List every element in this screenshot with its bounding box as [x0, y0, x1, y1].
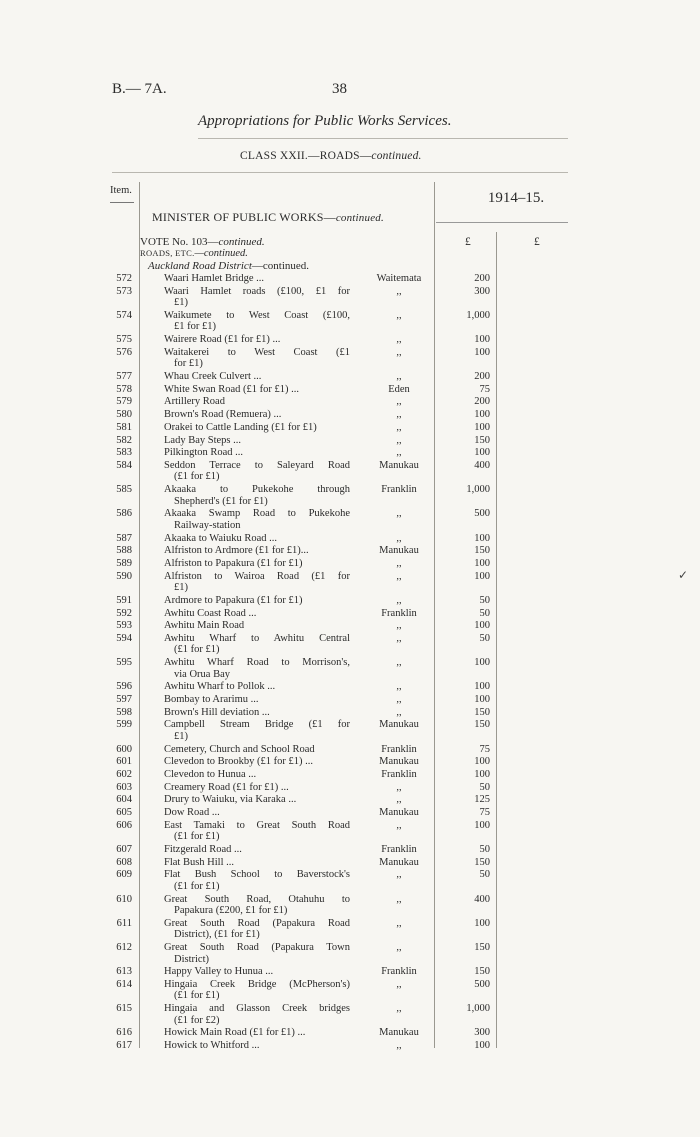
- item-number: 581: [116, 421, 132, 433]
- item-description: [164, 533, 350, 545]
- description-continuation: District), (£1 for £1): [174, 929, 260, 941]
- item-description: [164, 657, 350, 680]
- item-description: [164, 719, 350, 742]
- description-continuation: (£1 for £2): [174, 1014, 220, 1026]
- description-line: East Tamaki to Great South Road: [164, 819, 350, 831]
- item-description: [164, 857, 350, 869]
- item-number: 597: [116, 694, 132, 705]
- description-line: Dow Road ...: [164, 807, 220, 819]
- amount: 1,000: [466, 1003, 490, 1015]
- item-description: [164, 681, 350, 693]
- item-number: 611: [116, 917, 132, 929]
- electoral-district: Franklin: [381, 769, 417, 780]
- description-line: Great South Road (Papakura Road: [164, 917, 350, 929]
- amount: 1,000: [466, 484, 490, 496]
- amount: 500: [474, 978, 490, 990]
- amount: 150: [474, 719, 490, 731]
- description-line: Awhitu Coast Road ...: [164, 607, 257, 619]
- electoral-district: ,,: [396, 1040, 402, 1051]
- class-heading: [240, 150, 422, 162]
- amount: 75: [479, 807, 490, 819]
- item-description: [164, 447, 350, 459]
- item-description: [164, 608, 350, 620]
- amount: 100: [474, 557, 490, 569]
- electoral-district: ,,: [396, 409, 402, 421]
- minister-heading: [152, 210, 384, 225]
- electoral-district: ,,: [396, 794, 402, 806]
- amount: 100: [474, 917, 490, 929]
- amount: 125: [474, 794, 490, 806]
- electoral-district: ,,: [396, 309, 402, 321]
- item-number: 600: [116, 743, 132, 755]
- vote-heading-cont: continued.: [218, 236, 265, 248]
- electoral-district: Franklin: [381, 966, 417, 978]
- item-description: [164, 558, 350, 570]
- electoral-district: ,,: [396, 396, 402, 408]
- amount: 50: [479, 594, 490, 606]
- item-description: [164, 396, 350, 408]
- item-description: [164, 807, 350, 819]
- item-number: 573: [116, 285, 132, 297]
- item-number: 604: [116, 794, 132, 806]
- amount: 75: [479, 743, 490, 755]
- electoral-district: ,,: [396, 532, 402, 544]
- item-description: [164, 942, 350, 965]
- description-line: Brown's Hill deviation ...: [164, 706, 270, 718]
- electoral-district: ,,: [396, 421, 402, 433]
- amount: 100: [474, 447, 490, 459]
- item-description: [164, 966, 350, 978]
- item-description: [164, 460, 350, 483]
- amount: 100: [474, 334, 490, 346]
- description-line: Fitzgerald Road ...: [164, 844, 242, 855]
- description-line: Whau Creek Culvert ...: [164, 371, 262, 382]
- item-description: [164, 633, 350, 656]
- electoral-district: Manukau: [379, 856, 419, 868]
- description-line: Awhitu Main Road: [164, 620, 245, 632]
- item-description: [164, 484, 350, 507]
- item-number: 584: [116, 459, 132, 471]
- electoral-district: Manukau: [379, 1027, 419, 1039]
- electoral-district: Manukau: [379, 545, 419, 557]
- item-description: [164, 545, 350, 557]
- item-description: [164, 347, 350, 370]
- item-number: 578: [116, 383, 132, 395]
- description-line: Hingaia and Glasson Creek bridges: [164, 1003, 350, 1015]
- roads-subheading-main: ROADS, ETC.: [140, 248, 195, 258]
- description-line: Lady Bay Steps ...: [164, 434, 241, 446]
- item-description: [164, 844, 350, 856]
- electoral-district: ,,: [396, 819, 402, 831]
- amount: 100: [474, 421, 490, 433]
- electoral-district: ,,: [396, 371, 402, 382]
- item-description: [164, 820, 350, 843]
- electoral-district: ,,: [396, 681, 402, 693]
- description-line: Hingaia Creek Bridge (McPherson's): [164, 978, 350, 990]
- description-line: Ardmore to Papakura (£1 for £1): [164, 594, 303, 606]
- electoral-district: Eden: [388, 383, 410, 395]
- electoral-district: ,,: [396, 694, 402, 705]
- title-rule: [198, 138, 568, 139]
- description-continuation: £1): [174, 582, 188, 594]
- page-number: 38: [332, 81, 347, 97]
- item-number: 579: [116, 396, 132, 408]
- amount: 100: [474, 532, 490, 544]
- electoral-district: Manukau: [379, 459, 419, 471]
- item-description: [164, 782, 350, 794]
- description-line: Seddon Terrace to Saleyard Road: [164, 459, 350, 471]
- item-description: [164, 595, 350, 607]
- electoral-district: Franklin: [381, 844, 417, 855]
- amount: 75: [479, 383, 490, 395]
- amount: 50: [479, 869, 490, 881]
- electoral-district: ,,: [396, 334, 402, 346]
- item-description: [164, 422, 350, 434]
- item-description: [164, 371, 350, 383]
- amount: 400: [474, 459, 490, 471]
- electoral-district: ,,: [396, 508, 402, 520]
- description-line: Alfriston to Papakura (£1 for £1): [164, 557, 303, 569]
- amount: 100: [474, 694, 490, 705]
- document-code: B.— 7A.: [112, 81, 167, 97]
- electoral-district: ,,: [396, 893, 402, 905]
- amount: 50: [479, 632, 490, 644]
- item-description: [164, 979, 350, 1002]
- electoral-district: ,,: [396, 557, 402, 569]
- description-line: Waari Hamlet roads (£100, £1 for: [164, 285, 350, 297]
- item-description: [164, 508, 350, 531]
- item-description: [164, 694, 350, 706]
- electoral-district: Manukau: [379, 807, 419, 819]
- item-number: 602: [116, 769, 132, 780]
- description-continuation: via Orua Bay: [174, 668, 230, 680]
- amount: 50: [479, 781, 490, 793]
- item-description: [164, 334, 350, 346]
- year-header-rule: [436, 222, 568, 223]
- description-continuation: Railway-station: [174, 519, 241, 531]
- amount: 1,000: [466, 309, 490, 321]
- item-number: 608: [116, 856, 132, 868]
- amount: 100: [474, 346, 490, 358]
- item-description: [164, 310, 350, 333]
- minister-heading-cont: continued.: [335, 212, 384, 224]
- description-line: Great South Road (Papakura Town: [164, 942, 350, 953]
- roads-subheading: [140, 248, 248, 259]
- item-column-rule: [139, 182, 140, 1048]
- amount: 300: [474, 1027, 490, 1039]
- description-continuation: £1): [174, 297, 188, 309]
- description-continuation: (£1 for £1): [174, 880, 220, 892]
- item-description: [164, 869, 350, 892]
- item-number: 598: [116, 706, 132, 718]
- district-cont: —continued.: [251, 260, 310, 272]
- item-number: 617: [116, 1040, 132, 1051]
- item-number: 588: [116, 545, 132, 557]
- roads-subheading-cont: —continued.: [194, 248, 248, 259]
- electoral-district: ,,: [396, 869, 402, 881]
- amount: 100: [474, 409, 490, 421]
- amount: 400: [474, 893, 490, 905]
- class-heading-main: CLASS XXII.—ROADS—: [240, 150, 372, 162]
- item-number: 572: [116, 273, 132, 284]
- class-rule: [112, 172, 568, 173]
- amount: 100: [474, 570, 490, 582]
- amount: 150: [474, 545, 490, 557]
- item-number: 607: [116, 844, 132, 855]
- year-column-header: 1914–15.: [487, 190, 545, 206]
- item-number: 614: [116, 978, 132, 990]
- amount: 100: [474, 819, 490, 831]
- item-description: [164, 384, 350, 396]
- description-continuation: (£1 for £1): [174, 990, 220, 1002]
- amount: 100: [474, 620, 490, 632]
- item-number: 606: [116, 819, 132, 831]
- description-line: Akaaka Swamp Road to Pukekohe: [164, 508, 350, 520]
- item-description: [164, 273, 350, 285]
- item-number: 601: [116, 756, 132, 768]
- description-line: Drury to Waiuku, via Karaka ...: [164, 794, 297, 806]
- item-number: 595: [116, 657, 132, 669]
- amount-column-rule: [434, 182, 435, 1048]
- description-continuation: for £1): [174, 358, 203, 370]
- description-line: Waari Hamlet Bridge ...: [164, 273, 265, 284]
- description-continuation: £1 for £1): [174, 321, 216, 333]
- item-number: 589: [116, 557, 132, 569]
- description-line: Artillery Road: [164, 396, 225, 408]
- item-number: 594: [116, 632, 132, 644]
- amount: 100: [474, 756, 490, 768]
- item-number: 591: [116, 594, 132, 606]
- description-continuation: District): [174, 953, 209, 965]
- item-number: 596: [116, 681, 132, 693]
- item-number: 605: [116, 807, 132, 819]
- amount: 200: [474, 273, 490, 284]
- amount: 150: [474, 706, 490, 718]
- amount: 300: [474, 285, 490, 297]
- electoral-district: ,,: [396, 594, 402, 606]
- description-line: Wairere Road (£1 for £1) ...: [164, 334, 281, 346]
- description-line: Brown's Road (Remuera) ...: [164, 409, 282, 421]
- item-number: 587: [116, 532, 132, 544]
- description-line: Cemetery, Church and School Road: [164, 743, 315, 755]
- description-line: Howick to Whitford ...: [164, 1040, 260, 1051]
- electoral-district: Waitemata: [376, 273, 422, 284]
- item-number: 574: [116, 309, 132, 321]
- electoral-district: ,,: [396, 706, 402, 718]
- page-title: Appropriations for Public Works Services.: [198, 113, 452, 129]
- amount: 50: [479, 607, 490, 619]
- description-line: Waitakerei to West Coast (£1: [164, 346, 350, 358]
- description-line: Alfriston to Wairoa Road (£1 for: [164, 570, 350, 582]
- electoral-district: Manukau: [379, 756, 419, 768]
- item-description: [164, 1027, 350, 1039]
- amount: 200: [474, 396, 490, 408]
- electoral-district: ,,: [396, 978, 402, 990]
- amount: 150: [474, 966, 490, 978]
- item-description: [164, 286, 350, 309]
- description-line: Awhitu Wharf Road to Morrison's,: [164, 657, 350, 669]
- description-continuation: Shepherd's (£1 for £1): [174, 495, 268, 507]
- item-description: [164, 756, 350, 768]
- electoral-district: Franklin: [381, 607, 417, 619]
- item-header-rule: [110, 202, 134, 203]
- description-line: Bombay to Ararimu ...: [164, 694, 259, 705]
- district-name: Auckland Road District: [148, 260, 252, 272]
- electoral-district: ,,: [396, 781, 402, 793]
- item-description: [164, 918, 350, 941]
- vote-heading-main: VOTE No. 103—: [140, 236, 219, 248]
- item-description: [164, 409, 350, 421]
- margin-tick-mark: ✓: [678, 568, 689, 582]
- item-number: 583: [116, 447, 132, 459]
- description-line: Flat Bush Hill ...: [164, 856, 235, 868]
- description-line: Waikumete to West Coast (£100,: [164, 309, 350, 321]
- item-number: 603: [116, 781, 132, 793]
- description-line: Pilkington Road ...: [164, 447, 244, 459]
- description-line: Awhitu Wharf to Awhitu Central: [164, 632, 350, 644]
- item-description: [164, 794, 350, 806]
- item-number: 582: [116, 434, 132, 446]
- description-line: Great South Road, Otahuhu to: [164, 893, 350, 905]
- electoral-district: Franklin: [381, 484, 417, 496]
- item-number: 585: [116, 484, 132, 496]
- item-number: 577: [116, 371, 132, 382]
- item-number: 592: [116, 607, 132, 619]
- amount: 50: [479, 844, 490, 855]
- description-line: Flat Bush School to Baverstock's: [164, 869, 350, 881]
- item-column-header: Item.: [110, 185, 132, 196]
- electoral-district: ,,: [396, 632, 402, 644]
- item-description: [164, 1040, 350, 1052]
- description-line: Awhitu Wharf to Pollok ...: [164, 681, 276, 693]
- item-description: [164, 620, 350, 632]
- item-description: [164, 1003, 350, 1026]
- electoral-district: ,,: [396, 447, 402, 459]
- description-continuation: Papakura (£200, £1 for £1): [174, 905, 288, 917]
- total-column-rule: [496, 232, 497, 1048]
- amount: 150: [474, 942, 490, 953]
- amount: 150: [474, 434, 490, 446]
- description-continuation: (£1 for £1): [174, 644, 220, 656]
- electoral-district: ,,: [396, 942, 402, 953]
- item-number: 593: [116, 620, 132, 632]
- amount: 100: [474, 657, 490, 669]
- electoral-district: Manukau: [379, 719, 419, 731]
- pound-symbol-amount: £: [465, 236, 471, 248]
- district-heading: [148, 260, 309, 272]
- description-line: Happy Valley to Hunua ...: [164, 966, 274, 978]
- description-line: Orakei to Cattle Landing (£1 for £1): [164, 421, 317, 433]
- item-number: 616: [116, 1027, 132, 1039]
- item-description: [164, 571, 350, 594]
- electoral-district: ,,: [396, 346, 402, 358]
- amount: 500: [474, 508, 490, 520]
- vote-heading: [140, 236, 265, 248]
- amount: 100: [474, 769, 490, 780]
- class-heading-cont: continued.: [371, 150, 422, 162]
- item-number: 612: [116, 942, 132, 953]
- electoral-district: ,,: [396, 434, 402, 446]
- item-description: [164, 894, 350, 917]
- amount: 100: [474, 1040, 490, 1051]
- electoral-district: ,,: [396, 285, 402, 297]
- item-number: 576: [116, 346, 132, 358]
- description-line: Alfriston to Ardmore (£1 for £1)...: [164, 545, 309, 557]
- item-number: 615: [116, 1003, 132, 1015]
- item-description: [164, 744, 350, 756]
- electoral-district: Franklin: [381, 743, 417, 755]
- item-number: 613: [116, 966, 132, 978]
- description-line: Howick Main Road (£1 for £1) ...: [164, 1027, 306, 1039]
- item-number: 575: [116, 334, 132, 346]
- item-number: 590: [116, 570, 132, 582]
- item-description: [164, 707, 350, 719]
- item-number: 610: [116, 893, 132, 905]
- item-number: 599: [116, 719, 132, 731]
- description-line: Clevedon to Brookby (£1 for £1) ...: [164, 756, 314, 768]
- electoral-district: ,,: [396, 657, 402, 669]
- description-line: Akaaka to Waiuku Road ...: [164, 532, 277, 544]
- electoral-district: ,,: [396, 570, 402, 582]
- description-continuation: £1): [174, 730, 188, 742]
- electoral-district: ,,: [396, 620, 402, 632]
- electoral-district: ,,: [396, 1003, 402, 1015]
- description-line: Campbell Stream Bridge (£1 for: [164, 719, 350, 731]
- description-line: White Swan Road (£1 for £1) ...: [164, 383, 300, 395]
- amount: 100: [474, 681, 490, 693]
- electoral-district: ,,: [396, 917, 402, 929]
- description-continuation: (£1 for £1): [174, 471, 220, 483]
- description-line: Akaaka to Pukekohe through: [164, 484, 350, 496]
- description-line: Creamery Road (£1 for £1) ...: [164, 781, 289, 793]
- minister-heading-main: MINISTER OF PUBLIC WORKS—: [152, 210, 336, 224]
- item-number: 609: [116, 869, 132, 881]
- item-number: 586: [116, 508, 132, 520]
- amount: 200: [474, 371, 490, 382]
- item-description: [164, 769, 350, 781]
- pound-symbol-total: £: [534, 236, 540, 248]
- description-continuation: (£1 for £1): [174, 831, 220, 843]
- description-line: Clevedon to Hunua ...: [164, 769, 257, 780]
- amount: 150: [474, 856, 490, 868]
- item-description: [164, 435, 350, 447]
- item-number: 580: [116, 409, 132, 421]
